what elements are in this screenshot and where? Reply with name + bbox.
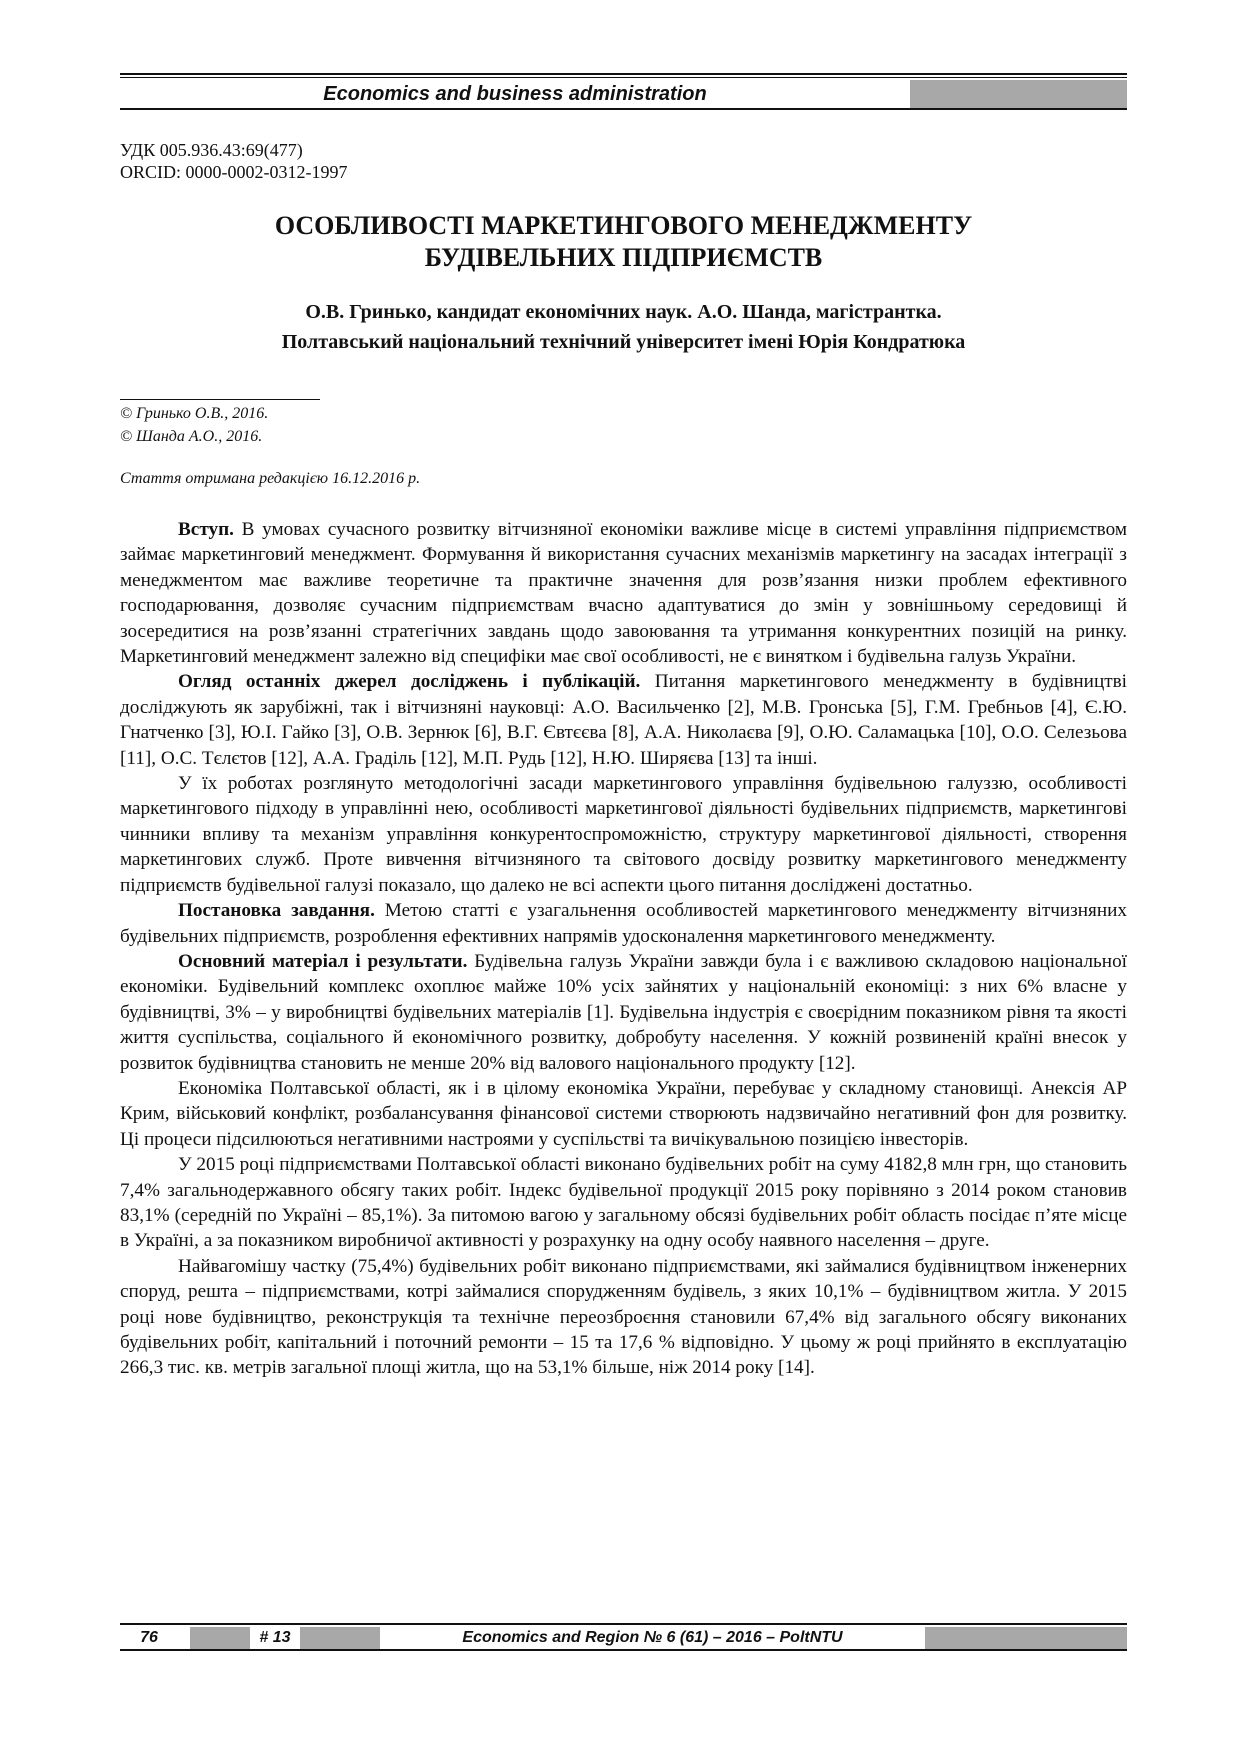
paragraph-2015-works: У 2015 році підприємствами Полтавської області виконано будівельних робіт на суму 4182,8 млн грн, що становить 7,4% загальнодержавного обсягу таких робіт. Індекс будівельної продукції 2015 року порівняно з 2014 роком становив 83,1% (середній по Україні – 85,1%). За питомою вагою у загальному обсязі будівельних робіт область посідає п’яте місце в Україні, а за показником виробничої активності у розрахунку на одну особу наявного населення – друге. (120, 1154, 1127, 1252)
paragraph-main-results (120, 949, 1127, 1076)
footer-gray-band-2 (300, 1627, 380, 1649)
introduction-heading: Вступ. (178, 519, 234, 540)
article-body (120, 517, 1127, 1381)
footer-band (120, 1627, 1127, 1649)
header-rule-top-thin (120, 77, 1127, 78)
header-gray-band (910, 80, 1127, 108)
paragraph-share-of-works: Найвагомішу частку (75,4%) будівельних робіт виконано підприємствами, які займалися будівництвом інженерних споруд, решта – підприємствами, котрі займалися спорудженням будівель, з яких 10,1% – будівництвом житла. У 2015 році нове будівництво, реконструкція та технічне переозброєння становили 67,4% від загального обсягу виконаних будівельних робіт, капітальний і поточний ремонти – 15 та 17,6 % відповідно. У цьому ж році прийнято в експлуатацію 266,3 тис. кв. метрів загальної площі житла, що на 53,1% більше, ніж 2014 року [14]. (120, 1255, 1127, 1379)
problem-statement-text: Метою статті є узагальнення особливостей маркетингового менеджменту вітчизняних будівельних підприємств, розроблення ефективних напрямів удосконалення маркетингового менеджменту. (120, 900, 1127, 947)
footer-gray-band-3 (925, 1627, 1127, 1649)
footer-rule-top (120, 1623, 1127, 1625)
footer-rule-bottom (120, 1649, 1127, 1651)
page-number: 76 (140, 1629, 158, 1646)
main-results-heading: Основний матеріал і результати. (178, 950, 468, 972)
paragraph-poltava-economy: Економіка Полтавської області, як і в цілому економіка України, перебуває у складному становищі. Анексія АР Крим, військовий конфлікт, розбалансування фінансової системи створюють надзвичайно негативний фон для розвитку. Ці процеси підсилюються негативними настроями у суспільстві та вичікувальною позицією інвесторів. (120, 1077, 1127, 1150)
received-date: Стаття отримана редакцією 16.12.2016 р. (120, 470, 421, 487)
udk-code: УДК 005.936.43:69(477) (120, 140, 303, 160)
header-rule-top (120, 73, 1127, 75)
authors-line1: О.В. Гринько, кандидат економічних наук. А.О. Шанда, магістрантка. (305, 301, 942, 323)
orcid-id: ORCID: 0000-0002-0312-1997 (120, 162, 348, 182)
problem-statement-heading: Постановка завдання. (178, 900, 375, 922)
copyright-author2: © Шанда А.О., 2016. (120, 428, 263, 445)
introduction-text: В умовах сучасного розвитку вітчизняної економіки важливе місце в системі управління підприємством займає маркетинговий менеджмент. Формування й використання сучасних механізмів маркетингу на засадах інтеграції з менеджментом має важливе теоретичне та практичне значення для розв’язання низки проблем ефективного господарювання, дозволяє сучасним підприємствам вчасно адаптуватися до змін у зовнішньому середовищі й зосередитися на розв’язанні стратегічних завдань щодо завоювання та утримання конкурентних позицій на ринку. Маркетинговий менеджмент залежно від специфіки має свої особливості, не є винятком і будівельна галузь України. (120, 519, 1127, 668)
literature-review-text: Питання маркетингового менеджменту в будівництві досліджують як зарубіжні, так і вітчизняні науковці: А.О. Васильченко [2], М.В. Гронська [5], Г.М. Гребньов [4], Є.Ю. Гнатченко [3], Ю.І. Гайко [3], О.В. Зернюк [6], В.Г. Євтєєва [8], А.А. Николаєва [9], О.Ю. Саламацька [10], О.О. Селезьова [11], О.С. Тєлєтов [12], А.А. Граділь [12], М.П. Рудь [12], Н.Ю. Ширяєва [13] та інші. (120, 671, 1127, 769)
journal-citation: Economics and Region № 6 (61) – 2016 – PoltNTU (462, 1629, 843, 1646)
article-title-line2: БУДІВЕЛЬНИХ ПІДПРИЄМСТВ (424, 243, 823, 272)
footnote-rule (120, 399, 320, 400)
authors-affiliation: Полтавський національний технічний університет імені Юрія Кондратюка (281, 331, 966, 353)
main-results-text: Будівельна галузь України завжди була і є важливою складовою національної економіки. Будівельний комплекс охоплює майже 10% усіх зайнятих у національній економіці: з них 6% власне у будівництві, 3% – у виробництві будівельних матеріалів [1]. Будівельна індустрія є своєрідним показником рівня та якості життя суспільства, соціального й економічного розвитку, добробуту населення. У кожній розвиненій країні внесок у розвиток будівництва становить не менше 20% від валового національного продукту [12]. (120, 950, 1127, 1074)
article-authors (120, 297, 1127, 357)
header-rule-bottom (120, 108, 1127, 110)
paragraph-problem-statement (120, 898, 1127, 949)
footer-gray-band-1 (190, 1627, 250, 1649)
literature-review-heading: Огляд останніх джерел досліджень і публікацій. (178, 671, 641, 693)
article-title (120, 210, 1127, 274)
issue-number: # 13 (259, 1629, 291, 1646)
copyright-author1: © Гринько О.В., 2016. (120, 405, 269, 422)
running-header-title: Economics and business administration (323, 83, 707, 105)
paragraph-literature-review (120, 669, 1127, 771)
paragraph-prior-work: У їх роботах розглянуто методологічні засади маркетингового управління будівельною галуззю, особливості маркетингового підходу в управлінні нею, особливості маркетингової діяльності будівельних підприємств, маркетингові чинники впливу та механізм управління конкурентоспроможністю, структуру маркетингової діяльності, створення маркетингових служб. Проте вивчення вітчизняного та світового досвіду розвитку маркетингового менеджменту підприємств будівельної галузі показало, що далеко не всі аспекти цього питання досліджені достатньо. (120, 773, 1127, 896)
paragraph-introduction (120, 517, 1127, 669)
article-title-line1: ОСОБЛИВОСТІ МАРКЕТИНГОВОГО МЕНЕДЖМЕНТУ (274, 211, 973, 240)
